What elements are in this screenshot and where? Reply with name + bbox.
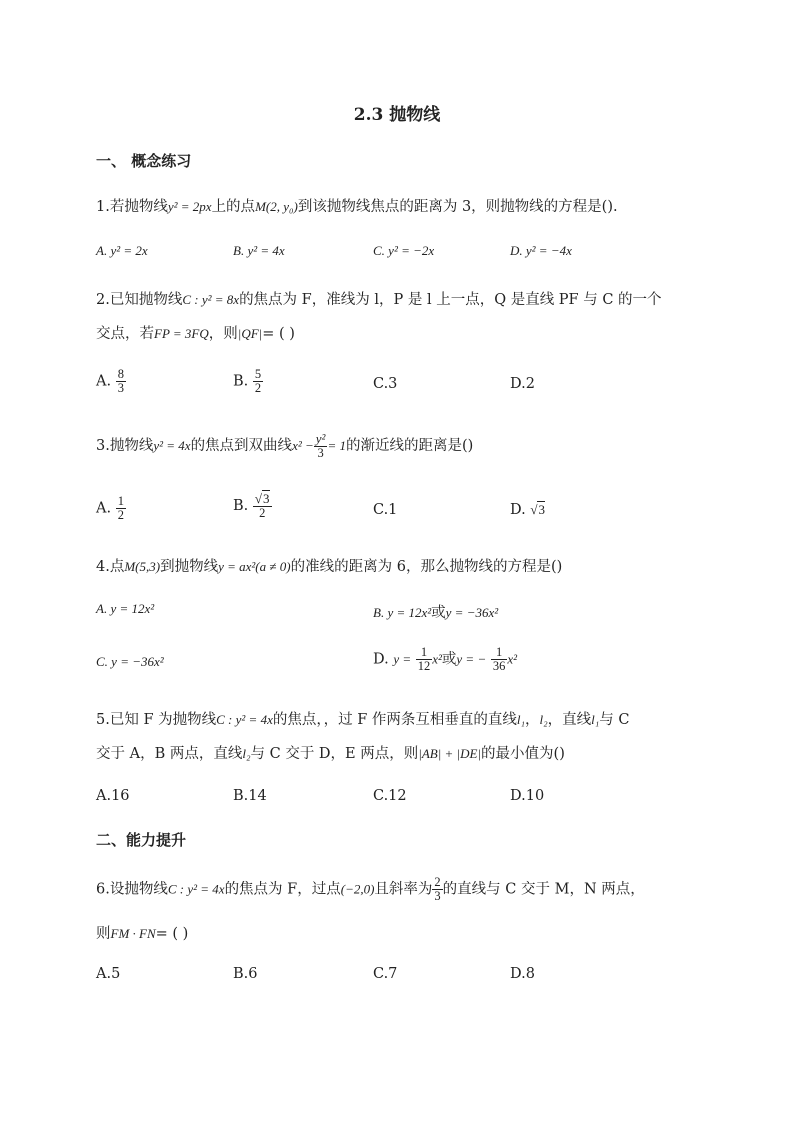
section-heading-concepts: 一、 概念练习 (96, 152, 192, 170)
q4-d-fraction2 (491, 646, 508, 673)
q3-option-b (233, 492, 272, 520)
q3-frac-num: y² (315, 431, 326, 446)
q6-point: (−2,0) (340, 881, 375, 897)
q6-option-c: C.7 (373, 966, 398, 982)
q1-option-d: D. y² = −4x (510, 243, 572, 258)
q4-d-label: D. (373, 651, 389, 668)
q4-d-or: 或 (441, 651, 457, 668)
q3-d-label: D. (510, 502, 526, 518)
q5-parabola: C : y² = 4x (216, 712, 273, 727)
q4-option-a: A. y = 12x² (96, 601, 155, 616)
q5-text-h: 的最小值为() (481, 746, 565, 762)
q1-option-b: B. y² = 4x (233, 243, 285, 258)
q2-a-fraction (116, 368, 126, 395)
q2-b-den: 2 (254, 381, 262, 396)
question-3-stem (96, 432, 473, 460)
q5-line2-ref: l₂ (242, 746, 251, 761)
q2-option-c: C.3 (373, 376, 398, 392)
q5-text-b: 的焦点，，过 F 作两条互相垂直的直线 (272, 712, 517, 728)
q4-point: M(5,3) (124, 559, 161, 574)
q3-option-c: C.1 (373, 502, 398, 518)
question-5-stem-line2 (96, 742, 565, 763)
q4-d-num1: 1 (416, 646, 433, 660)
q5-text-f: 交于 A，B 两点，直线 (96, 746, 243, 762)
q6-dot-product: FM · FN (110, 926, 156, 941)
question-6-stem-line1 (96, 876, 645, 903)
q2-a-den: 3 (117, 381, 124, 396)
q4-option-c: C. y = −36x² (96, 654, 164, 669)
q4-b-eq2: y = −36x² (445, 605, 499, 620)
q3-d-sqrt: √3 (530, 502, 545, 517)
q6-slope-fraction (432, 876, 442, 903)
q1-point: M(2, y₀) (255, 199, 298, 214)
q4-d-den2: 36 (492, 659, 506, 674)
q6-frac-den: 3 (434, 889, 441, 904)
q5-text-g: 与 C 交于 D，E 两点，则 (250, 746, 419, 762)
q3-option-d (510, 502, 545, 518)
q2-b-label: B. (233, 373, 249, 390)
q3-b-den: 2 (259, 506, 266, 521)
q4-option-b (373, 601, 498, 622)
q1-equation: y² = 2px (167, 199, 212, 214)
q3-text-b: 的焦点到双曲线 (190, 437, 293, 454)
q4-d-y1: y = (393, 651, 412, 667)
q4-b-or: 或 (431, 605, 446, 621)
q4-text-a: 4.点 (96, 559, 125, 575)
q4-d-x2: x² (507, 651, 518, 667)
q5-option-b: B.14 (233, 788, 267, 804)
q3-text-a: 3.抛物线 (96, 437, 154, 454)
q1-text-b: 上的点 (211, 199, 256, 215)
q6-parabola: C : y² = 4x (167, 881, 225, 897)
q6-option-d: D.8 (510, 966, 535, 982)
q5-option-a: A.16 (96, 788, 130, 804)
q3-a-num: 1 (117, 494, 124, 508)
q4-d-x1: x² (432, 651, 442, 667)
q5-text-c: ， (525, 712, 540, 728)
q3-option-a (96, 495, 126, 522)
q5-text-a: 5.已知 F 为抛物线 (96, 712, 217, 728)
q4-text-b: 到抛物线 (160, 559, 219, 575)
q4-d-den1: 12 (417, 659, 431, 674)
q2-distance: |QF| (237, 326, 263, 341)
q2-option-a (96, 368, 126, 395)
q5-line2: l₂ (539, 712, 548, 727)
q2-option-d: D.2 (510, 376, 535, 392)
q5-line1-ref: l₁ (591, 712, 600, 727)
q4-d-y2: y = − (456, 651, 487, 667)
q2-text-d: ，则 (208, 326, 238, 342)
q2-vector-relation: FP = 3FQ (154, 326, 209, 341)
question-2-stem-line1 (96, 288, 662, 309)
q3-a-den: 2 (117, 508, 124, 523)
question-6-stem-line2 (96, 922, 188, 943)
page-title: 2.3 抛物线 (353, 105, 441, 125)
q6-text-e: 则 (96, 926, 111, 942)
q3-b-radicand: 3 (263, 491, 270, 506)
q2-text-b: 的焦点为 F，准线为 l，P 是 l 上一点，Q 是直线 PF 与 C 的一个 (239, 292, 662, 308)
q2-option-b (233, 368, 263, 395)
q5-option-d: D.10 (510, 788, 545, 804)
q6-text-c: 且斜率为 (374, 881, 433, 898)
q5-text-e: 与 C (599, 712, 630, 728)
q6-option-b: B.6 (233, 966, 258, 982)
q3-text-c: 的渐近线的距离是() (345, 437, 474, 454)
q6-option-a: A.5 (96, 966, 121, 982)
q3-hyperbola-a: x² − (292, 437, 314, 453)
q4-d-num2: 1 (491, 646, 508, 660)
question-1-stem (96, 195, 618, 216)
section-heading-advanced: 二、能力提升 (96, 831, 187, 849)
q1-option-a: A. y² = 2x (96, 243, 148, 258)
q4-text-c: 的准线的距离为 6，那么抛物线的方程是() (290, 559, 563, 575)
q4-b-eq1: B. y = 12x² (373, 605, 432, 620)
q3-b-sqrt: √3 (254, 491, 270, 506)
q5-text-d: ，直线 (547, 712, 592, 728)
q1-text-c: 到该抛物线焦点的距离为 3，则抛物线的方程是(). (297, 199, 618, 215)
q3-frac-den: 3 (317, 445, 324, 460)
q1-option-c: C. y² = −2x (373, 243, 435, 258)
q2-a-num: 8 (117, 367, 124, 381)
q6-text-d: 的直线与 C 交于 M，N 两点， (442, 881, 645, 898)
q6-text-a: 6.设抛物线 (96, 881, 168, 898)
q2-text-e: = ( ) (262, 326, 295, 342)
q5-line1: l₁ (516, 712, 526, 727)
question-5-stem-line1 (96, 708, 630, 729)
q6-text-b: 的焦点为 F，过点 (224, 881, 341, 898)
q5-expression: |AB| + |DE| (418, 746, 482, 761)
q6-text-f: = ( ) (155, 926, 189, 942)
q4-option-d (373, 646, 517, 673)
q3-a-label: A. (96, 500, 112, 517)
q3-a-fraction (116, 495, 126, 522)
q2-b-num: 5 (254, 367, 262, 381)
q3-hyperbola-b: = 1 (327, 437, 346, 453)
q2-b-fraction (253, 368, 263, 395)
q6-frac-num: 2 (434, 875, 441, 889)
question-4-stem (96, 555, 562, 576)
q2-parabola: C : y² = 8x (182, 292, 240, 307)
q3-b-fraction (253, 492, 272, 520)
q4-d-fraction1 (416, 646, 433, 673)
q2-text-a: 2.已知抛物线 (96, 292, 183, 308)
q3-b-label: B. (233, 498, 249, 515)
q3-hyperbola-fraction (314, 432, 328, 460)
question-2-stem-line2 (96, 322, 295, 343)
q5-option-c: C.12 (373, 788, 407, 804)
q2-text-c: 交点，若 (96, 326, 154, 342)
q3-d-radicand: 3 (538, 502, 545, 517)
q3-parabola: y² = 4x (153, 437, 191, 453)
q2-a-label: A. (96, 373, 112, 390)
q1-text-a: 1.若抛物线 (96, 199, 168, 215)
q4-parabola: y = ax²(a ≠ 0) (218, 559, 291, 574)
